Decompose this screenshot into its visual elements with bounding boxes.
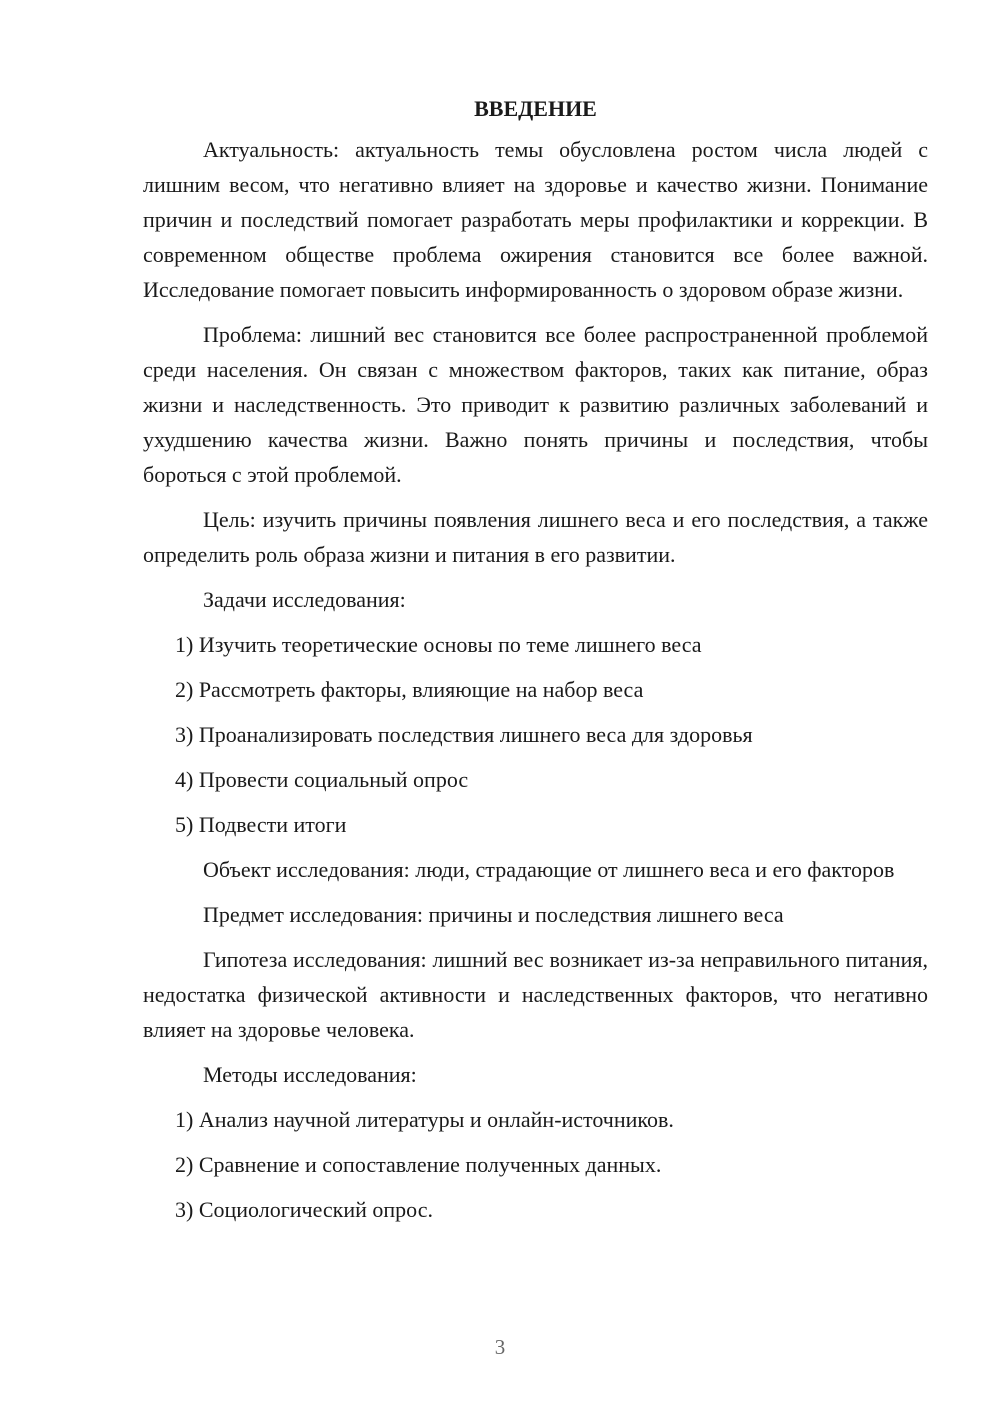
goal-paragraph: Цель: изучить причины появления лишнего веса и его последствия, а также определить роль образа жизни и питания в его развитии. xyxy=(143,507,928,567)
hypothesis-paragraph: Гипотеза исследования: лишний вес возникает из-за неправильного питания, недостатка физической активности и наследственных факторов, что негативно влияет на здоровье человека. xyxy=(143,947,928,1042)
list-item: 1) Анализ научной литературы и онлайн-источников. xyxy=(175,1107,674,1132)
page-title: ВВЕДЕНИЕ xyxy=(474,96,597,121)
list-item: 1) Изучить теоретические основы по теме лишнего веса xyxy=(175,632,702,657)
methods-heading: Методы исследования: xyxy=(203,1062,417,1087)
subject-paragraph: Предмет исследования: причины и последствия лишнего веса xyxy=(203,902,784,927)
list-item: 3) Проанализировать последствия лишнего веса для здоровья xyxy=(175,722,753,747)
tasks-heading: Задачи исследования: xyxy=(203,587,406,612)
list-item: 2) Сравнение и сопоставление полученных данных. xyxy=(175,1152,662,1177)
list-item: 4) Провести социальный опрос xyxy=(175,767,469,792)
document-page xyxy=(143,92,928,1237)
methods-list xyxy=(143,1102,928,1227)
tasks-list xyxy=(143,627,928,842)
list-item: 3) Социологический опрос. xyxy=(175,1197,433,1222)
object-paragraph: Объект исследования: люди, страдающие от лишнего веса и его факторов xyxy=(203,857,895,882)
page-number: 3 xyxy=(494,1335,506,1359)
problem-paragraph: Проблема: лишний вес становится все более распространенной проблемой среди населения. Он связан с множеством факторов, таких как питание, образ жизни и наследственность. Это приводит к развитию различных заболеваний и ухудшению качества жизни. Важно понять причины и последствия, чтобы бороться с этой проблемой. xyxy=(143,322,928,487)
list-item: 5) Подвести итоги xyxy=(175,812,347,837)
relevance-paragraph: Актуальность: актуальность темы обусловлена ростом числа людей с лишним весом, что негативно влияет на здоровье и качество жизни. Понимание причин и последствий помогает разработать меры профилактики и коррекции. В современном обществе проблема ожирения становится все более важной. Исследование помогает повысить информированность о здоровом образе жизни. xyxy=(143,137,928,302)
list-item: 2) Рассмотреть факторы, влияющие на набор веса xyxy=(175,677,644,702)
